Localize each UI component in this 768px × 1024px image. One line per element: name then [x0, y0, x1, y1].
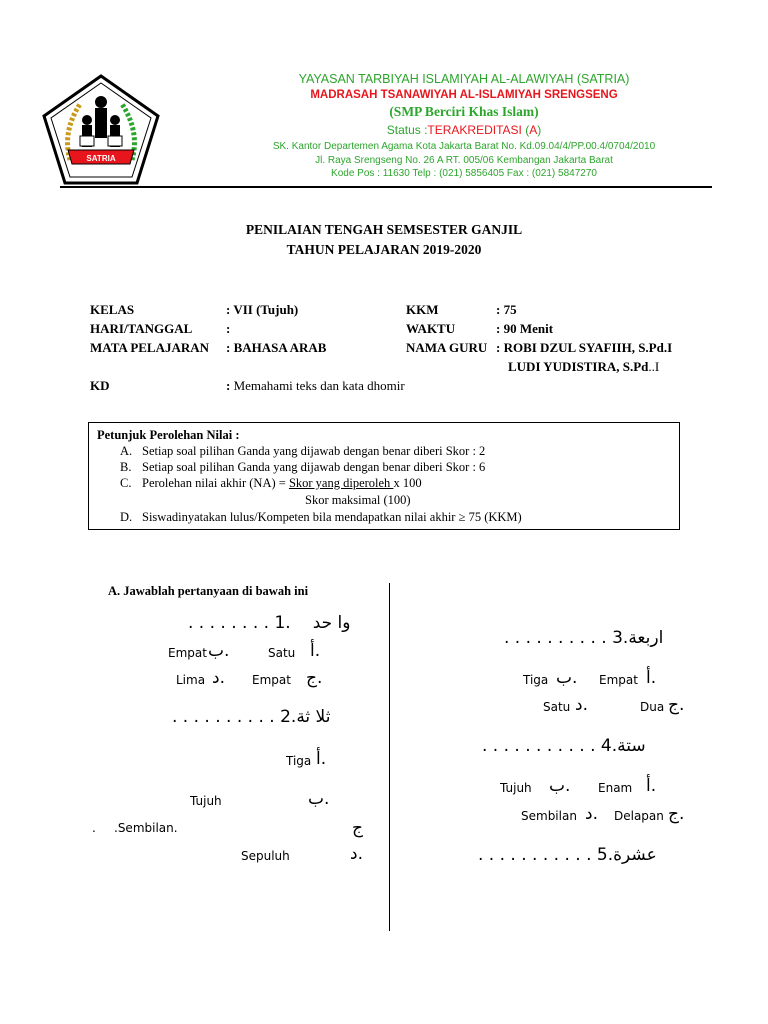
instruction-d: Siswadinyatakan lulus/Kompeten bila mendapatkan nilai akhir ≥ 75 (KKM): [142, 510, 522, 524]
kelas-label: KELAS: [90, 302, 135, 317]
sk-line: SK. Kantor Departemen Agama Kota Jakarta Barat No. Kd.09.04/4/PP.00.4/0704/2010: [272, 141, 656, 152]
kelas-value: : VII (Tujuh): [226, 302, 299, 317]
address-line: Jl. Raya Srengseng No. 26 A RT. 005/06 Kembangan Jakarta Barat: [315, 155, 613, 166]
section-a-heading: A. Jawablah pertanyaan di bawah ini: [108, 584, 309, 598]
instruction-d-marker: D.: [120, 510, 133, 524]
q1-option-b-marker: ب.: [208, 641, 230, 661]
foundation-name: YAYASAN TARBIYAH ISLAMIYAH AL-ALAWIYAH (SATRIA): [298, 72, 630, 86]
q3-option-d-text[interactable]: Satu: [543, 700, 571, 714]
q2-option-b-marker: ب.: [308, 789, 330, 809]
q4-option-d-text[interactable]: Sembilan: [521, 809, 577, 823]
q3-option-a-marker: أ.: [646, 668, 657, 688]
instruction-c: Perolehan nilai akhir (NA) = Skor yang diperoleh x 100: [142, 476, 422, 490]
q3-option-b-marker: ب.: [556, 668, 578, 688]
q4-option-a-marker: أ.: [646, 776, 657, 796]
q4-option-a-text[interactable]: Enam: [598, 781, 633, 795]
guru-value-2: LUDI YUDISTIRA, S.Pd..I: [508, 359, 660, 374]
q3-option-c-marker: ج.: [668, 695, 685, 715]
hari-value: :: [226, 321, 231, 336]
guru-value-1: : ROBI DZUL SYAFIIH, S.Pd.I: [496, 340, 673, 355]
q3-option-b-text[interactable]: Tiga: [523, 673, 549, 687]
q3-option-a-text[interactable]: Empat: [599, 673, 638, 687]
q2-option-d-marker: د.: [350, 844, 363, 864]
q2-option-a-text[interactable]: Tiga: [286, 754, 312, 768]
instruction-a-marker: A.: [120, 444, 133, 458]
accreditation-status: Status :TERAKREDITASI (A): [386, 123, 542, 137]
exam-year: TAHUN PELAJARAN 2019-2020: [286, 242, 482, 257]
question-3: . . . . . . . . . . اربعة.3: [504, 628, 664, 648]
waktu-label: WAKTU: [406, 321, 456, 336]
mapel-label: MATA PELAJARAN: [90, 340, 210, 355]
contact-line: Kode Pos : 11630 Telp : (021) 5856405 Fax : (021) 5847270: [331, 168, 597, 179]
instructions-heading: Petunjuk Perolehan Nilai :: [97, 428, 240, 442]
waktu-value: : 90 Menit: [496, 321, 554, 336]
q1-option-b-text[interactable]: Empat: [168, 646, 207, 660]
instruction-c-marker: C.: [120, 476, 132, 490]
kkm-value: : 75: [496, 302, 517, 317]
guru-label: NAMA GURU: [406, 340, 488, 355]
q1-option-c-text[interactable]: Empat: [252, 673, 291, 687]
q2-option-d-text[interactable]: Sepuluh: [241, 849, 290, 863]
q4-option-b-text[interactable]: Tujuh: [500, 781, 532, 795]
q4-option-d-marker: د.: [585, 804, 598, 824]
q1-option-c-marker: ج.: [306, 668, 323, 688]
school-logo: [40, 72, 162, 187]
q2-option-b-text[interactable]: Tujuh: [190, 794, 222, 808]
question-5: . . . . . . . . . . . عشرة.5: [478, 845, 657, 865]
q1-option-d-marker: د.: [212, 668, 225, 688]
q2-option-a-marker: أ.: [316, 749, 327, 769]
q3-option-d-marker: د.: [575, 695, 588, 715]
instruction-c-denominator: Skor maksimal (100): [305, 493, 411, 507]
q4-option-c-marker: ج.: [668, 804, 685, 824]
school-name: MADRASAH TSANAWIYAH AL-ISLAMIYAH SRENGSENG: [310, 89, 618, 101]
header-divider: [60, 186, 712, 188]
exam-title: PENILAIAN TENGAH SEMSESTER GANJIL: [245, 222, 523, 237]
q2-option-c-marker: ج: [352, 818, 363, 838]
q1-option-a-marker: أ.: [310, 641, 321, 661]
kkm-label: KKM: [406, 302, 439, 317]
q4-option-c-text[interactable]: Delapan: [614, 809, 664, 823]
q4-option-b-marker: ب.: [549, 776, 571, 796]
q3-option-c-text[interactable]: Dua: [640, 700, 665, 714]
school-subtitle: (SMP Berciri Khas Islam): [389, 104, 539, 119]
q2-option-c-text[interactable]: .Sembilan.: [114, 821, 178, 835]
q2-option-c-lead: .: [92, 821, 96, 835]
question-4: . . . . . . . . . . . ستة.4: [482, 736, 646, 756]
question-2: . . . . . . . . . . ثلا ثة.2: [172, 707, 331, 727]
mapel-value: : BAHASA ARAB: [226, 340, 327, 355]
hari-label: HARI/TANGGAL: [90, 321, 193, 336]
column-divider: [389, 583, 390, 931]
kd-value: : Memahami teks dan kata dhomir: [226, 378, 405, 393]
instruction-b-marker: B.: [120, 460, 132, 474]
instruction-a: Setiap soal pilihan Ganda yang dijawab dengan benar diberi Skor : 2: [142, 444, 486, 458]
logo-text: SATRIA: [86, 154, 116, 163]
instruction-b: Setiap soal pilihan Ganda yang dijawab dengan benar diberi Skor : 6: [142, 460, 486, 474]
q1-option-a-text[interactable]: Satu: [268, 646, 296, 660]
question-1: . . . . . . . . وا حد.1: [188, 613, 351, 633]
q1-option-d-text[interactable]: Lima: [176, 673, 206, 687]
kd-label: KD: [90, 378, 110, 393]
